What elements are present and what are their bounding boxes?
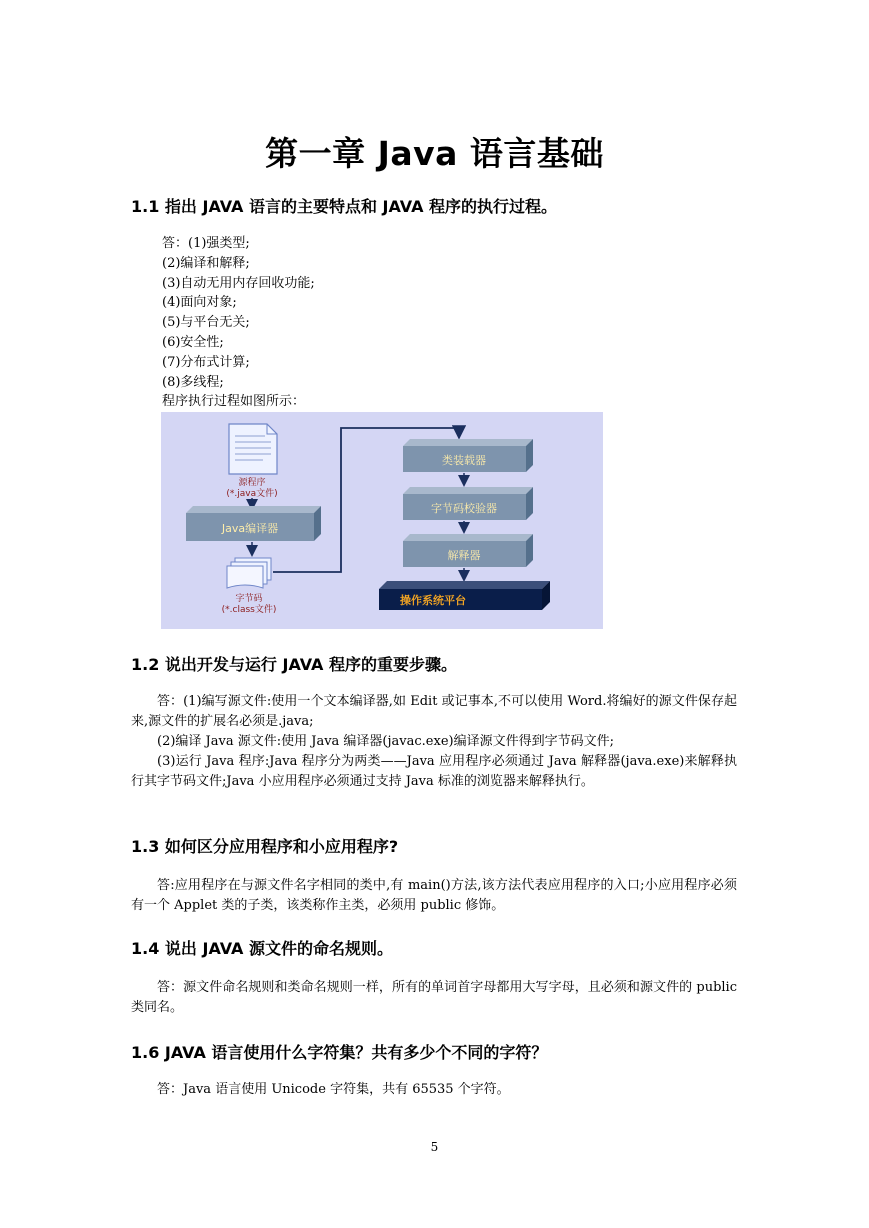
compiler-label: Java编译器 [221,522,279,535]
answer-paragraph: (3)运行 Java 程序:Java 程序分为两类——Java 应用程序必须通过 Java 解释器(java.exe)来解释执行其字节码文件;Java 小应用程序必须通过支持 Java 标准的浏览器来解释执行。 [131,754,737,789]
class-loader-label: 类装载器 [442,454,486,467]
section-1-6-answer [131,1080,737,1100]
list-item: (7)分布式计算; [162,354,250,370]
section-1-6-heading: 1.6 JAVA 语言使用什么字符集？共有多少个不同的字符？ [131,1043,548,1062]
verifier-label: 字节码校验器 [431,502,497,515]
answer-paragraph: 答：Java 语言使用 Unicode 字符集，共有 65535 个字符。 [157,1082,510,1097]
os-platform-label: 操作系统平台 [400,594,466,607]
source-ext-label: (*.java文件) [226,489,278,499]
section-1-4-answer [131,978,737,1018]
section-1-3-answer [131,876,737,916]
answer-paragraph: 答:应用程序在与源文件名字相同的类中,有 main()方法,该方法代表应用程序的入口;小应用程序必须有一个 Applet 类的子类，该类称作主类，必须用 public 修饰。 [131,878,737,913]
answer-paragraph: 答：(1)编写源文件:使用一个文本编译器,如 Edit 或记事本,不可以使用 Word.将编好的源文件保存起来,源文件的扩展名必须是.java; [131,694,737,729]
list-item: (3)自动无用内存回收功能; [162,275,315,291]
list-item: (5)与平台无关; [162,315,250,331]
bytecode-ext-label: (*.class文件) [221,605,277,615]
list-item: (6)安全性; [162,334,224,350]
bytecode-file-icon [227,558,271,588]
page-number: 5 [430,1140,439,1154]
section-1-4-heading: 1.4 说出 JAVA 源文件的命名规则。 [131,939,393,958]
section-1-1-heading: 1.1 指出 JAVA 语言的主要特点和 JAVA 程序的执行过程。 [131,197,558,216]
interpreter-label: 解释器 [447,549,481,562]
feature-list [162,234,315,412]
answer-paragraph: (2)编译 Java 源文件:使用 Java 编译器(javac.exe)编译源文件得到字节码文件; [157,734,614,749]
chapter-title: 第一章 Java 语言基础 [265,134,604,173]
list-item: 答：(1)强类型; [162,236,250,251]
answer-paragraph: 答：源文件命名规则和类命名规则一样，所有的单词首字母都用大写字母，且必须和源文件的 public 类同名。 [131,980,737,1015]
list-item: (2)编译和解释; [162,255,250,271]
list-item: (8)多线程; [162,374,224,390]
section-1-3-heading: 1.3 如何区分应用程序和小应用程序? [131,837,399,856]
execution-process-diagram [161,412,603,629]
source-label: 源程序 [238,478,266,488]
source-file-icon [229,424,277,474]
list-item: 程序执行过程如图所示： [162,394,306,410]
list-item: (4)面向对象; [162,295,237,311]
section-1-2-heading: 1.2 说出开发与运行 JAVA 程序的重要步骤。 [131,655,457,674]
section-1-2-answer [131,692,737,792]
bytecode-label: 字节码 [235,594,263,604]
